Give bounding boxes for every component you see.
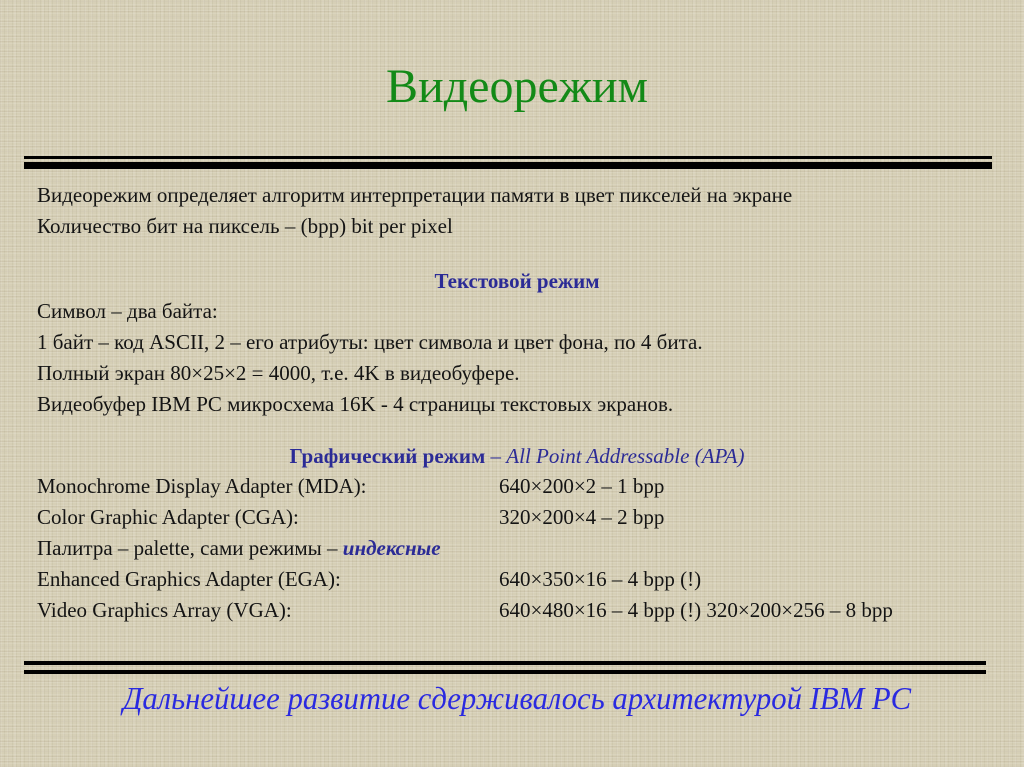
adapter-spec: 640×480×16 – 4 bpp (!) 320×200×256 – 8 bpp [499,597,893,622]
bottom-divider [24,661,986,675]
adapter-name: Video Graphics Array (VGA): [37,597,292,622]
palette-text: Палитра – palette, сами режимы – [37,535,343,560]
spacer [37,242,1017,266]
top-divider [24,156,992,170]
adapter-row-cga [37,502,1017,533]
slide-body [37,180,1017,625]
graphics-mode-heading-bold: Графический режим [289,443,486,468]
adapter-row-mda [37,471,1017,502]
text-mode-heading: Текстовой режим [434,268,600,293]
text-mode-line-2: 1 байт – код ASCII, 2 – его атрибуты: цвет символа и цвет фона, по 4 бита. [37,330,703,355]
adapter-name: Color Graphic Adapter (CGA): [37,505,299,530]
adapter-spec: 320×200×4 – 2 bpp [499,505,665,530]
graphics-mode-heading-italic: – All Point Addressable (APA) [485,443,745,468]
adapter-spec: 640×350×16 – 4 bpp (!) [499,566,702,591]
palette-emphasis: индексные [342,535,441,560]
adapter-name: Monochrome Display Adapter (MDA): [37,474,367,499]
slide-footer: Дальнейшее развитие сдерживалось архитектурой IBM PC [122,680,912,716]
graphics-mode-heading [37,441,997,472]
adapter-spec: 640×200×2 – 1 bpp [499,474,665,499]
adapter-row-vga [37,595,1017,626]
text-mode-line-3: Полный экран 80×25×2 = 4000, т.е. 4K в видеобуфере. [37,360,520,385]
text-mode-line-4: Видеобуфер IBM PC микросхема 16K - 4 страницы текстовых экранов. [37,391,674,416]
intro-line-2: Количество бит на пиксель – (bpp) bit per pixel [37,213,453,238]
text-mode-line-1: Символ – два байта: [37,299,218,324]
bottom-divider-line-2 [24,670,986,674]
slide-title: Видеорежим [386,60,648,113]
top-divider-thin-line [24,156,992,159]
spacer [37,420,1017,441]
top-divider-thick-line [24,162,992,169]
adapter-row-ega [37,564,1017,595]
palette-line [37,533,1017,564]
intro-line-1: Видеорежим определяет алгоритм интерпретации памяти в цвет пикселей на экране [37,183,793,207]
adapter-name: Enhanced Graphics Adapter (EGA): [37,566,341,591]
bottom-divider-line-1 [24,661,986,665]
